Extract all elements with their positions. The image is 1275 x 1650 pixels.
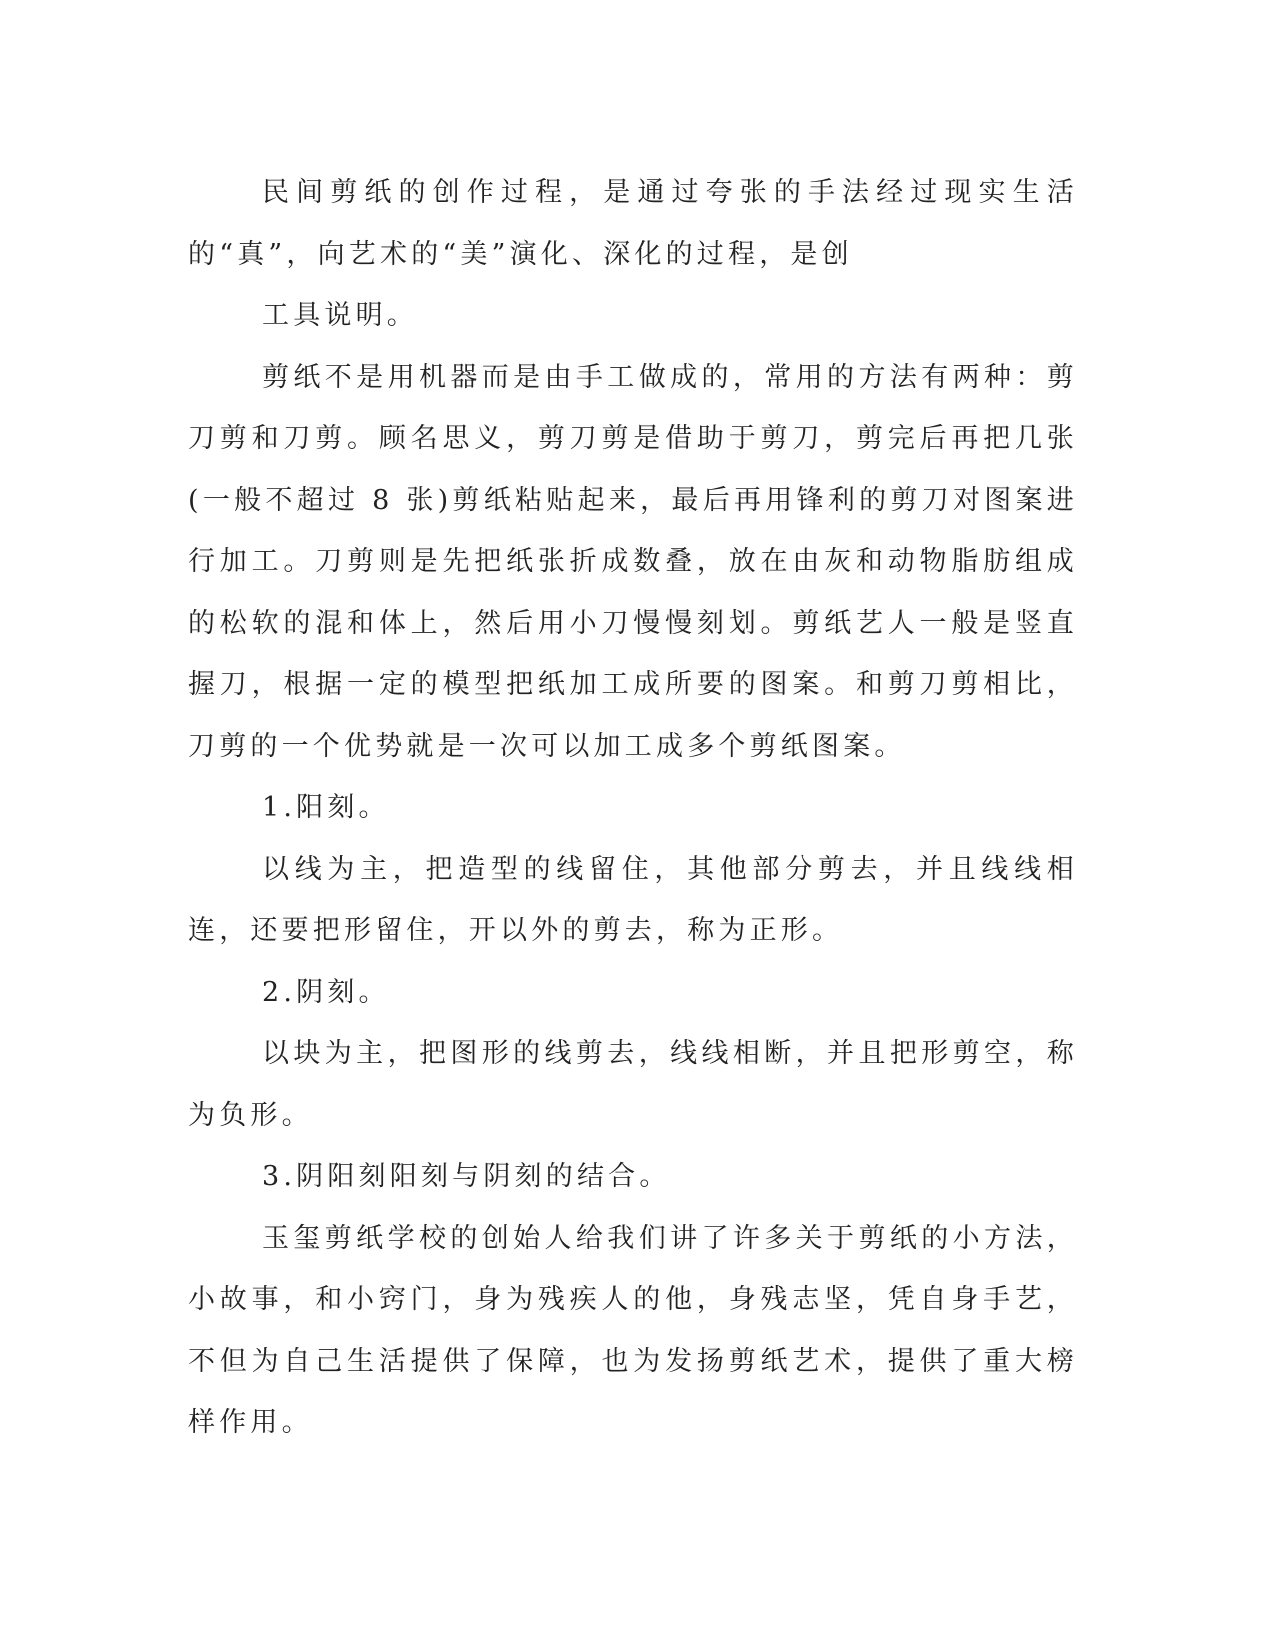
paragraph-yin-heading: 2.阴刻。 — [262, 976, 390, 1008]
paragraph-tools-heading: 工具说明。 — [262, 300, 418, 331]
paragraph-yin-body: 以块为主，把图形的线剪去，线线相断，并且把形剪空，称为负形。 — [188, 1038, 1078, 1131]
paragraph-yang-heading: 1.阳刻。 — [262, 792, 390, 823]
paragraph-cutting-methods: 剪纸不是用机器而是由手工做成的，常用的方法有两种：剪刀剪和刀剪。顾名思义，剪刀剪是借助于剪刀，剪完后再把几张(一般不超过 8 张)剪纸粘贴起来，最后再用锋利的剪刀对图案进行加工。刀剪则是先把纸张折成数叠，放在由灰和动物脂肪组成的松软的混和体上，然后用小刀慢慢刻划。剪纸艺人一般是竖直握刀，根据一定的模型把纸加工成所要的图案。和剪刀剪相比，刀剪的一个优势就是一次可以加工成多个剪纸图案。 — [188, 361, 1078, 762]
paragraph-yinyang-heading: 3.阴阳刻阳刻与阴刻的结合。 — [262, 1161, 671, 1192]
paragraph-intro: 民间剪纸的创作过程，是通过夸张的手法经过现实生活的“真”，向艺术的“美”演化、深化的过程，是创 — [188, 177, 1078, 270]
document-body — [188, 162, 1078, 1454]
paragraph-founder-story: 玉玺剪纸学校的创始人给我们讲了许多关于剪纸的小方法，小故事，和小窍门，身为残疾人的他，身残志坚，凭自身手艺，不但为自己生活提供了保障，也为发扬剪纸艺术，提供了重大榜样作用。 — [188, 1222, 1078, 1438]
paragraph-yang-body: 以线为主，把造型的线留住，其他部分剪去，并且线线相连，还要把形留住，开以外的剪去，称为正形。 — [188, 853, 1078, 946]
